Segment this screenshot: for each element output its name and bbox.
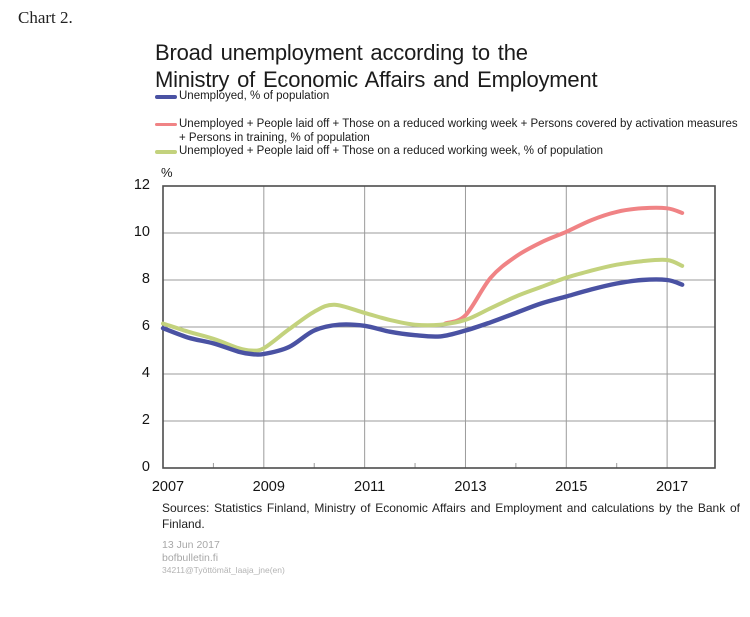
y-tick-label-6: 6 xyxy=(141,318,150,334)
y-axis-unit-label: % xyxy=(161,165,173,180)
legend-item-reduced-week xyxy=(155,145,743,159)
x-tick-label-2011: 2011 xyxy=(354,479,386,495)
series-line-2 xyxy=(163,279,682,354)
chart-id-code: 34211@Työttömät_laaja_jne(en) xyxy=(162,565,285,575)
series-line-0 xyxy=(445,208,682,324)
y-tick-label-8: 8 xyxy=(141,271,150,287)
chart-title-line2: Ministry of Economic Affairs and Employment xyxy=(155,67,598,92)
legend-line-swatch-red xyxy=(155,123,177,127)
x-tick-label-2009: 2009 xyxy=(252,479,285,495)
x-tick-label-2007: 2007 xyxy=(151,479,185,495)
x-tick-label-2017: 2017 xyxy=(655,479,689,495)
chart-number-label: Chart 2. xyxy=(18,8,73,27)
line-chart xyxy=(130,178,730,478)
y-tick-label-10: 10 xyxy=(133,224,150,240)
y-tick-label-2: 2 xyxy=(141,412,150,428)
legend-label: Unemployed, % of population xyxy=(179,90,330,102)
x-tick-label-2013: 2013 xyxy=(454,479,487,495)
chart-title-line1: Broad unemployment according to the xyxy=(155,40,528,65)
x-tick-label-2015: 2015 xyxy=(555,479,588,495)
legend-label: Unemployed + People laid off + Those on a reduced working week + Persons covered by activation measures + Persons in training, % of population xyxy=(179,117,738,144)
y-tick-label-12: 12 xyxy=(133,177,150,193)
y-tick-label-0: 0 xyxy=(141,459,150,475)
legend-line-swatch-blue xyxy=(155,95,177,99)
y-tick-label-4: 4 xyxy=(141,365,150,381)
chart-title xyxy=(155,39,715,93)
legend-item-unemployed xyxy=(155,90,743,104)
site-name: bofbulletin.fi xyxy=(162,552,219,564)
sources-note: Sources: Statistics Finland, Ministry of Economic Affairs and Employment and calculations by the Bank of Finland. xyxy=(162,501,740,531)
legend-label: Unemployed + People laid off + Those on a reduced working week, % of population xyxy=(179,145,604,158)
legend-item-broad-unemployment xyxy=(155,118,743,146)
publication-date: 13 Jun 2017 xyxy=(162,539,220,551)
legend-line-swatch-green xyxy=(155,150,177,154)
chart-legend xyxy=(155,90,743,159)
